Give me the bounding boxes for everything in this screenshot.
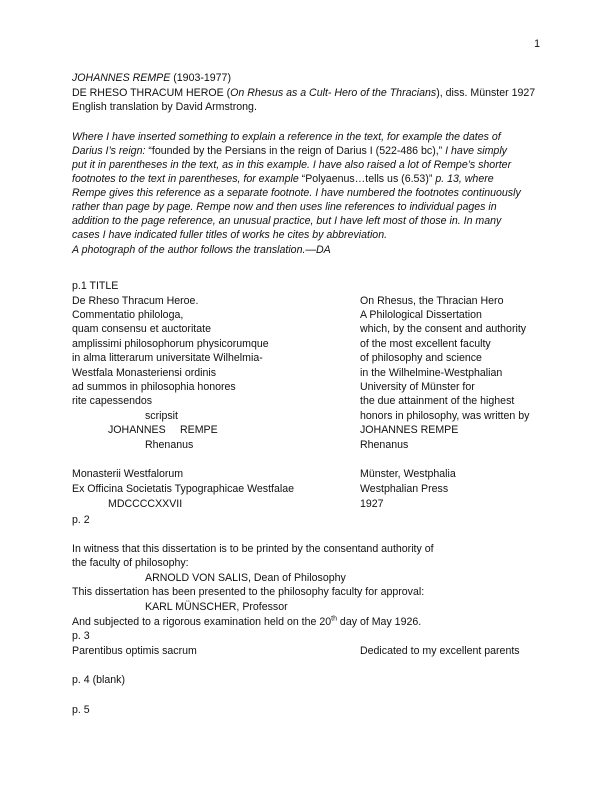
latin-origin: Rhenanus — [145, 439, 194, 451]
latin-line: De Rheso Thracum Heroe. — [72, 295, 199, 307]
english-line: in the Wilhelmine-Westphalian — [360, 367, 503, 379]
p2-line: In witness that this dissertation is to be printed by the consentand authority of — [72, 543, 434, 555]
p2-line: This dissertation has been presented to the philosophy faculty for approval: — [72, 586, 425, 598]
english-line: of the most excellent faculty — [360, 338, 491, 350]
header-title-line: DE RHESO THRACUM HEROE (On Rhesus as a Cult- Hero of the Thracians), diss. Münster 1927 — [72, 87, 536, 99]
p4-label: p. 4 (blank) — [72, 674, 125, 686]
note-line: A photograph of the author follows the translation.—DA — [72, 244, 331, 256]
english-year: 1927 — [360, 498, 384, 510]
english-press: Westphalian Press — [360, 483, 449, 495]
english-line: of philosophy and science — [360, 352, 482, 364]
title-page-heading: p.1 TITLE — [72, 280, 119, 292]
p3-english: Dedicated to my excellent parents — [360, 645, 520, 657]
note-line: Where I have inserted something to explain a reference in the text, for example the dates of — [72, 131, 501, 143]
p3-label: p. 3 — [72, 630, 90, 642]
latin-line: in alma litterarum universitate Wilhelmia- — [72, 352, 263, 364]
english-line: A Philological Dissertation — [360, 309, 482, 321]
p2-label: p. 2 — [72, 514, 90, 526]
p2-line: the faculty of philosophy: — [72, 557, 189, 569]
latin-year: MDCCCCXXVII — [108, 498, 183, 510]
latin-name-first: JOHANNES — [108, 424, 166, 436]
author-name: JOHANNES REMPE — [72, 72, 171, 84]
latin-place: Monasterii Westfalorum — [72, 468, 184, 480]
latin-scripsit: scripsit — [145, 410, 178, 422]
english-line: honors in philosophy, was written by — [360, 410, 530, 422]
english-line: University of Münster for — [360, 381, 475, 393]
header-author-line — [72, 71, 231, 85]
p5-label: p. 5 — [72, 704, 90, 716]
latin-press: Ex Officina Societatis Typographicae Westfalae — [72, 483, 295, 495]
p3-latin: Parentibus optimis sacrum — [72, 645, 197, 657]
note-line: addition to the page reference, an unusual practice, but I have left most of those in. In many — [72, 215, 502, 227]
latin-line: quam consensu et auctoritate — [72, 323, 211, 335]
author-years: (1903-1977) — [170, 72, 231, 84]
header-translator-line: English translation by David Armstrong. — [72, 101, 257, 113]
english-line: the due attainment of the highest — [360, 395, 515, 407]
note-line: put it in parentheses in the text, as in this example. I have also raised a lot of Rempe’s shorter — [72, 159, 512, 171]
p2-professor: KARL MÜNSCHER, Professor — [145, 601, 288, 613]
latin-line: amplissimi philosophorum physicorumque — [72, 338, 269, 350]
latin-line: rite capessendos — [72, 395, 153, 407]
note-line: Rempe gives this reference as a separate footnote. I have numbered the footnotes continuously — [72, 187, 521, 199]
p2-line: And subjected to a rigorous examination held on the 20th day of May 1926. — [72, 615, 422, 628]
english-line: On Rhesus, the Thracian Hero — [360, 295, 504, 307]
p2-dean: ARNOLD VON SALIS, Dean of Philosophy — [145, 572, 346, 584]
latin-name-last: REMPE — [180, 424, 218, 436]
page-number: 1 — [534, 38, 540, 50]
latin-line: ad summos in philosophia honores — [72, 381, 236, 393]
english-line: Rhenanus — [360, 439, 409, 451]
latin-line: Commentatio philologa, — [72, 309, 184, 321]
english-line: JOHANNES REMPE — [360, 424, 459, 436]
note-line: rather than page by page. Rempe now and then uses line references to individual pages in — [72, 201, 497, 213]
latin-line: Westfala Monasteriensi ordinis — [72, 367, 217, 379]
note-line: footnotes to the text in parentheses, for example “Polyaenus…tells us (6.53)” p. 13, where — [72, 173, 494, 185]
note-line: cases I have indicated fuller titles of works he cites by abbreviation. — [72, 229, 388, 241]
english-place: Münster, Westphalia — [360, 468, 456, 480]
title-translation: On Rhesus as a Cult- Hero of the Thracians — [230, 87, 437, 99]
note-line: Darius I’s reign: “founded by the Persians in the reign of Darius I (522-486 bc),” I have simply — [72, 145, 507, 157]
english-line: which, by the consent and authority — [360, 323, 527, 335]
